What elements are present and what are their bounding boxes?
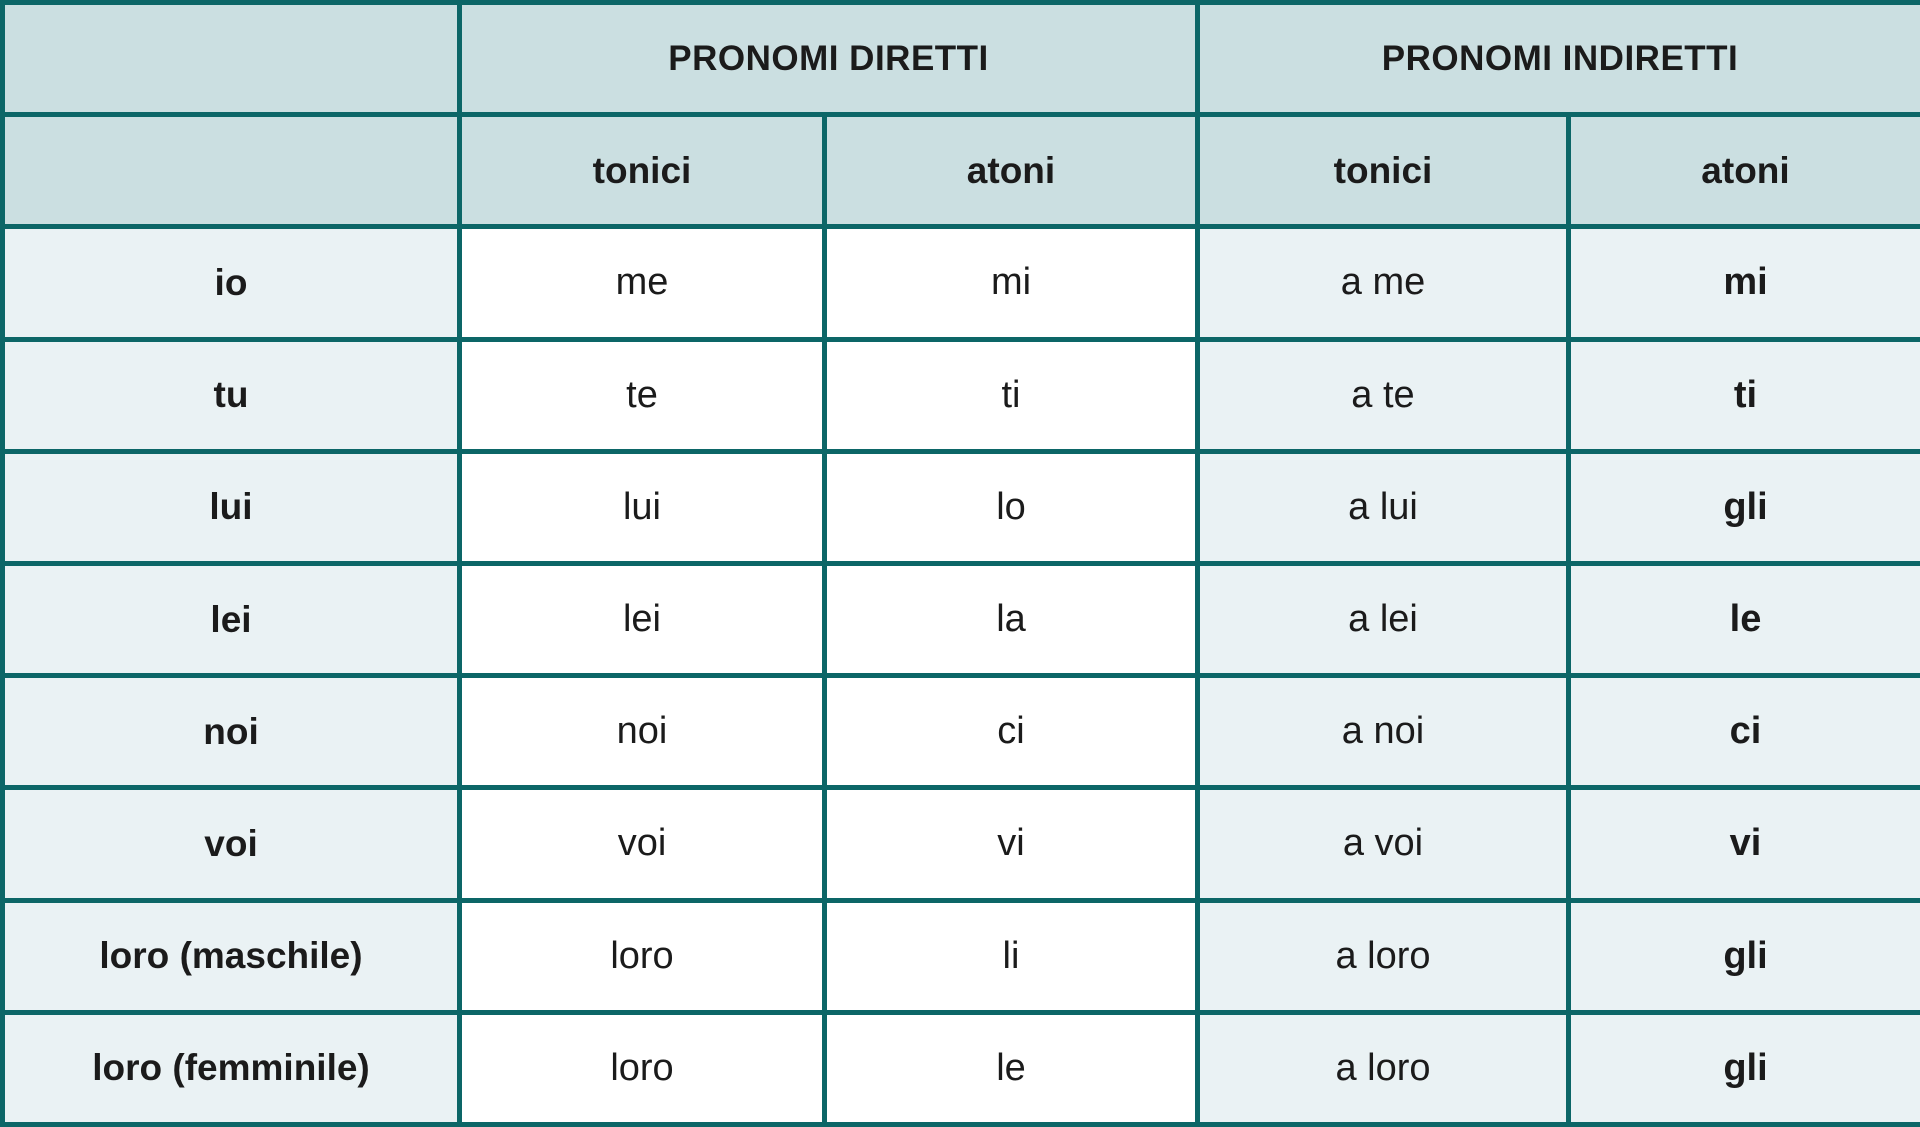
direct-tonici-cell: voi bbox=[460, 788, 825, 900]
row-label: loro (femminile) bbox=[3, 1012, 460, 1124]
subheader-direct-atoni: atoni bbox=[825, 115, 1198, 227]
indirect-atoni-cell: vi bbox=[1569, 788, 1920, 900]
corner-cell-sub bbox=[3, 115, 460, 227]
direct-tonici-cell: me bbox=[460, 227, 825, 339]
indirect-atoni-cell: le bbox=[1569, 563, 1920, 675]
indirect-tonici-cell: a voi bbox=[1198, 788, 1569, 900]
subheader-direct-tonici: tonici bbox=[460, 115, 825, 227]
direct-atoni-cell: lo bbox=[825, 451, 1198, 563]
sub-header-row bbox=[3, 115, 1920, 227]
indirect-tonici-cell: a noi bbox=[1198, 676, 1569, 788]
direct-tonici-cell: loro bbox=[460, 900, 825, 1012]
row-label: voi bbox=[3, 788, 460, 900]
subheader-indirect-tonici: tonici bbox=[1198, 115, 1569, 227]
table-row-voi bbox=[3, 788, 1920, 900]
direct-atoni-cell: vi bbox=[825, 788, 1198, 900]
table-row-lui bbox=[3, 451, 1920, 563]
direct-tonici-cell: lui bbox=[460, 451, 825, 563]
indirect-atoni-cell: gli bbox=[1569, 1012, 1920, 1124]
indirect-tonici-cell: a lui bbox=[1198, 451, 1569, 563]
direct-tonici-cell: te bbox=[460, 339, 825, 451]
indirect-tonici-cell: a te bbox=[1198, 339, 1569, 451]
table-row-loro-maschile bbox=[3, 900, 1920, 1012]
indirect-atoni-cell: ti bbox=[1569, 339, 1920, 451]
table-row-loro-femminile bbox=[3, 1012, 1920, 1124]
direct-atoni-cell: ti bbox=[825, 339, 1198, 451]
indirect-tonici-cell: a me bbox=[1198, 227, 1569, 339]
indirect-atoni-cell: mi bbox=[1569, 227, 1920, 339]
direct-atoni-cell: ci bbox=[825, 676, 1198, 788]
table-row-tu bbox=[3, 339, 1920, 451]
direct-tonici-cell: lei bbox=[460, 563, 825, 675]
row-label: io bbox=[3, 227, 460, 339]
table-row-lei bbox=[3, 563, 1920, 675]
row-label: lui bbox=[3, 451, 460, 563]
indirect-atoni-cell: ci bbox=[1569, 676, 1920, 788]
table-row-noi bbox=[3, 676, 1920, 788]
row-label: tu bbox=[3, 339, 460, 451]
direct-atoni-cell: li bbox=[825, 900, 1198, 1012]
indirect-tonici-cell: a loro bbox=[1198, 900, 1569, 1012]
direct-atoni-cell: mi bbox=[825, 227, 1198, 339]
table-row-io bbox=[3, 227, 1920, 339]
group-header-direct: PRONOMI DIRETTI bbox=[460, 3, 1198, 115]
group-header-row bbox=[3, 3, 1920, 115]
corner-cell-top bbox=[3, 3, 460, 115]
direct-atoni-cell: le bbox=[825, 1012, 1198, 1124]
indirect-atoni-cell: gli bbox=[1569, 900, 1920, 1012]
group-header-indirect: PRONOMI INDIRETTI bbox=[1198, 3, 1920, 115]
indirect-tonici-cell: a loro bbox=[1198, 1012, 1569, 1124]
row-label: noi bbox=[3, 676, 460, 788]
row-label: loro (maschile) bbox=[3, 900, 460, 1012]
row-label: lei bbox=[3, 563, 460, 675]
direct-tonici-cell: noi bbox=[460, 676, 825, 788]
subheader-indirect-atoni: atoni bbox=[1569, 115, 1920, 227]
indirect-tonici-cell: a lei bbox=[1198, 563, 1569, 675]
direct-atoni-cell: la bbox=[825, 563, 1198, 675]
indirect-atoni-cell: gli bbox=[1569, 451, 1920, 563]
direct-tonici-cell: loro bbox=[460, 1012, 825, 1124]
